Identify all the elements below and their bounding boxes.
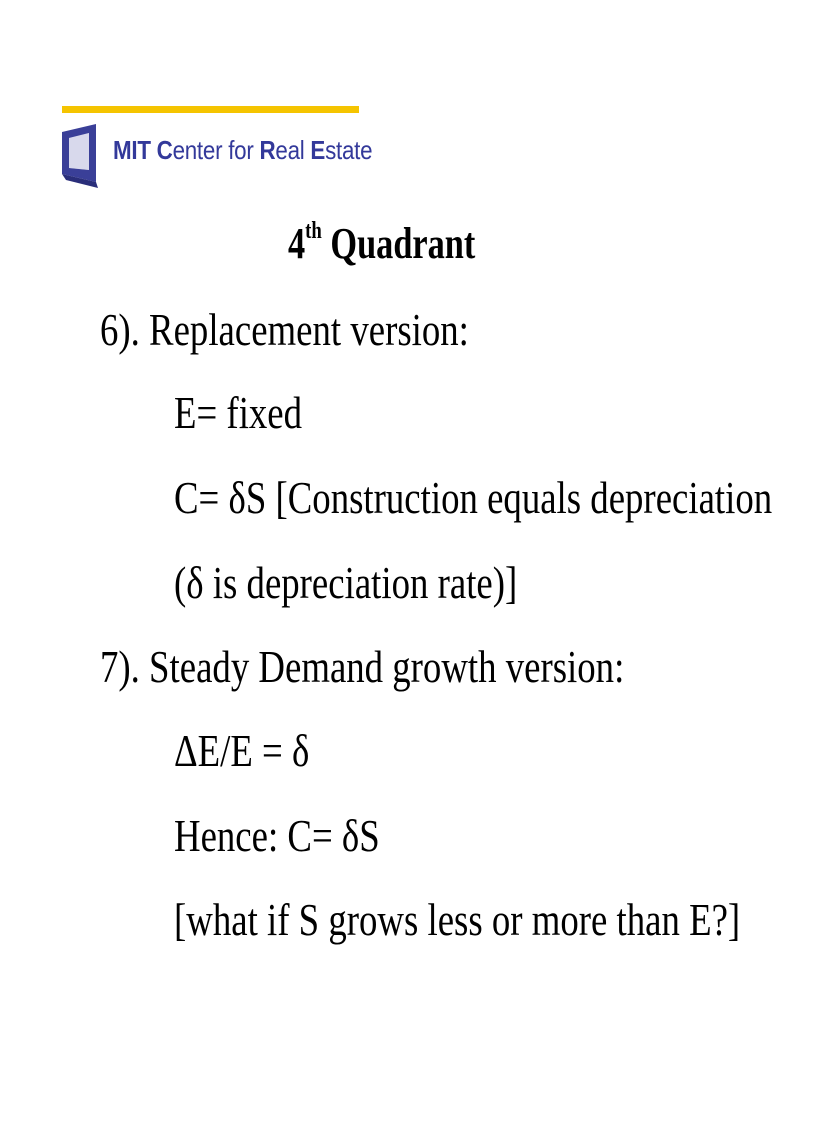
- org-letter-r: R: [259, 135, 276, 165]
- item-6-employment-line: E= fixed: [174, 387, 303, 438]
- title-text: Quadrant: [321, 219, 476, 268]
- title-number: 4: [288, 219, 306, 268]
- slide-title: [288, 218, 475, 270]
- header-accent-bar: [62, 106, 359, 113]
- org-word-r-rest: eal: [275, 135, 311, 165]
- title-ordinal-suffix: th: [305, 218, 322, 244]
- item-6-depreciation-note: (δ is depreciation rate)]: [174, 557, 518, 608]
- org-word-e-rest: state: [325, 135, 373, 165]
- org-letter-c: C: [156, 135, 173, 165]
- item-7-question: [what if S grows less or more than E?]: [174, 894, 741, 945]
- org-name: [113, 134, 372, 166]
- org-letter-e: E: [310, 135, 326, 165]
- item-7-growth-equation: ΔE/E = δ: [174, 725, 310, 776]
- item-6-construction-line: C= δS [Construction equals depreciation: [174, 472, 773, 523]
- item-7-heading: 7). Steady Demand growth version:: [100, 641, 625, 692]
- item-6-heading: 6). Replacement version:: [100, 304, 469, 355]
- org-word-c-rest: enter for: [172, 135, 260, 165]
- item-7-conclusion: Hence: C= δS: [174, 810, 380, 861]
- mit-cre-logo-icon: [62, 124, 100, 188]
- org-prefix: MIT: [113, 135, 157, 165]
